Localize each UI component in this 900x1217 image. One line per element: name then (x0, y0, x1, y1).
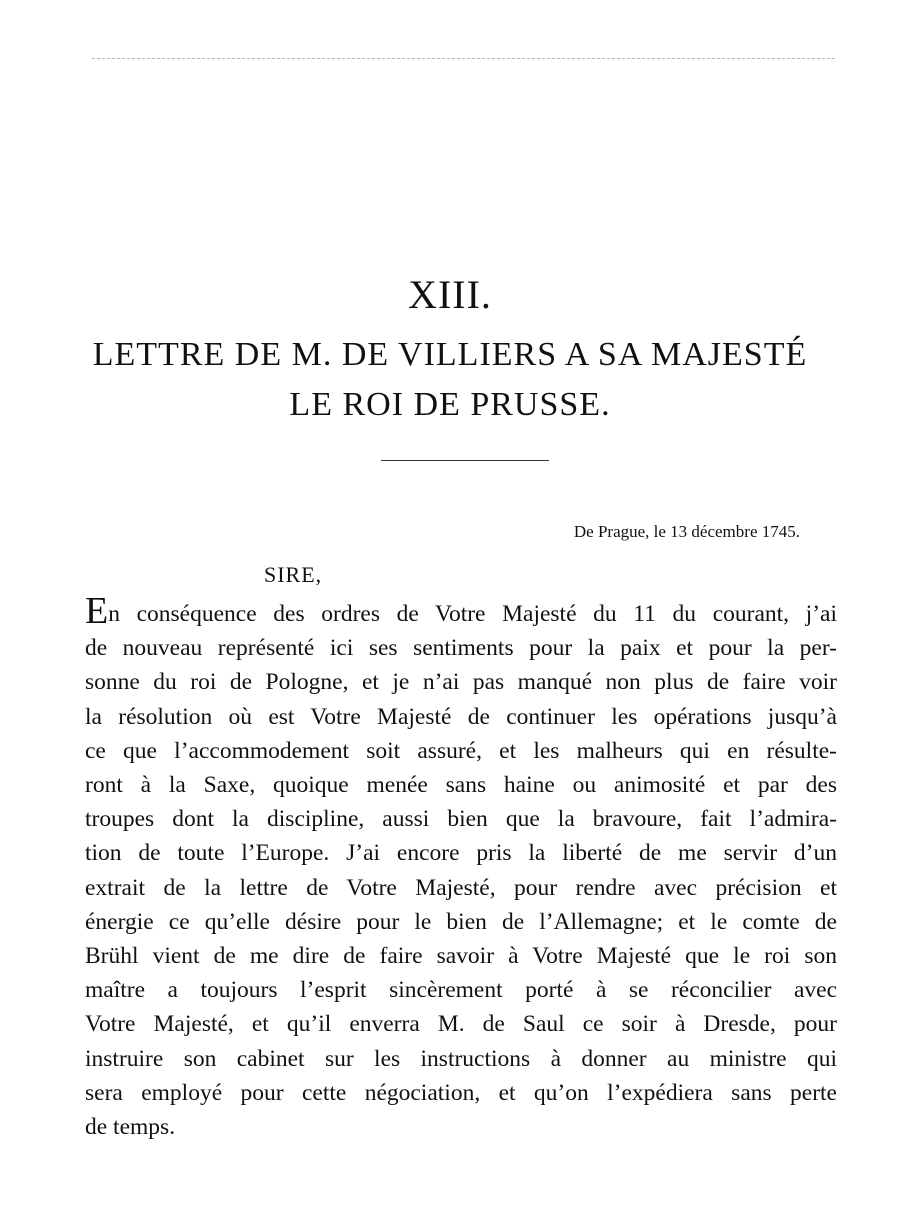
body-line: énergie ce qu’elle désire pour le bien de l’Allemagne; et le comte de (85, 908, 837, 935)
letter-body (85, 590, 837, 1144)
letter-title-line-2: LE ROI DE PRUSSE. (289, 386, 611, 423)
body-line: extrait de la lettre de Votre Majesté, pour rendre avec précision et (85, 874, 837, 901)
letter-title-line-1: LETTRE DE M. DE VILLIERS A SA MAJESTÉ (92, 336, 808, 373)
body-line: ce que l’accommodement soit assuré, et les malheurs qui en résulte- (85, 737, 837, 764)
initial-letter: E (85, 590, 109, 632)
body-line: ront à la Saxe, quoique menée sans haine ou animosité et par des (85, 772, 837, 799)
body-line: troupes dont la discipline, aussi bien que la bravoure, fait l’admira- (85, 806, 837, 833)
salutation: SIRE, (264, 562, 323, 587)
dateline: De Prague, le 13 décembre 1745. (573, 522, 800, 541)
body-line: la résolution où est Votre Majesté de continuer les opérations jusqu’à (85, 703, 837, 730)
body-line: de nouveau représenté ici ses sentiments pour la paix et pour la per- (85, 635, 837, 662)
body-line: Votre Majesté, et qu’il enverra M. de Saul ce soir à Dresde, pour (85, 1011, 837, 1038)
body-line-text: n conséquence des ordres de Votre Majesté du 11 du courant, j’ai (108, 601, 837, 627)
body-line: Brühl vient de me dire de faire savoir à Votre Majesté que le roi son (85, 943, 837, 970)
title-separator-rule (381, 460, 549, 461)
body-line: de temps. (85, 1114, 176, 1141)
body-line (85, 590, 837, 632)
body-line: sera employé pour cette négociation, et qu’on l’expédiera sans perte (85, 1079, 837, 1106)
body-line: sonne du roi de Pologne, et je n’ai pas manqué non plus de faire voir (85, 669, 837, 696)
body-line: maître a toujours l’esprit sincèrement porté à se réconcilier avec (85, 977, 837, 1004)
body-line: tion de toute l’Europe. J’ai encore pris la liberté de me servir d’un (85, 840, 837, 867)
chapter-number: XIII. (408, 272, 492, 317)
body-line: instruire son cabinet sur les instructions à donner au ministre qui (85, 1045, 837, 1072)
top-decorative-rule (92, 58, 835, 59)
